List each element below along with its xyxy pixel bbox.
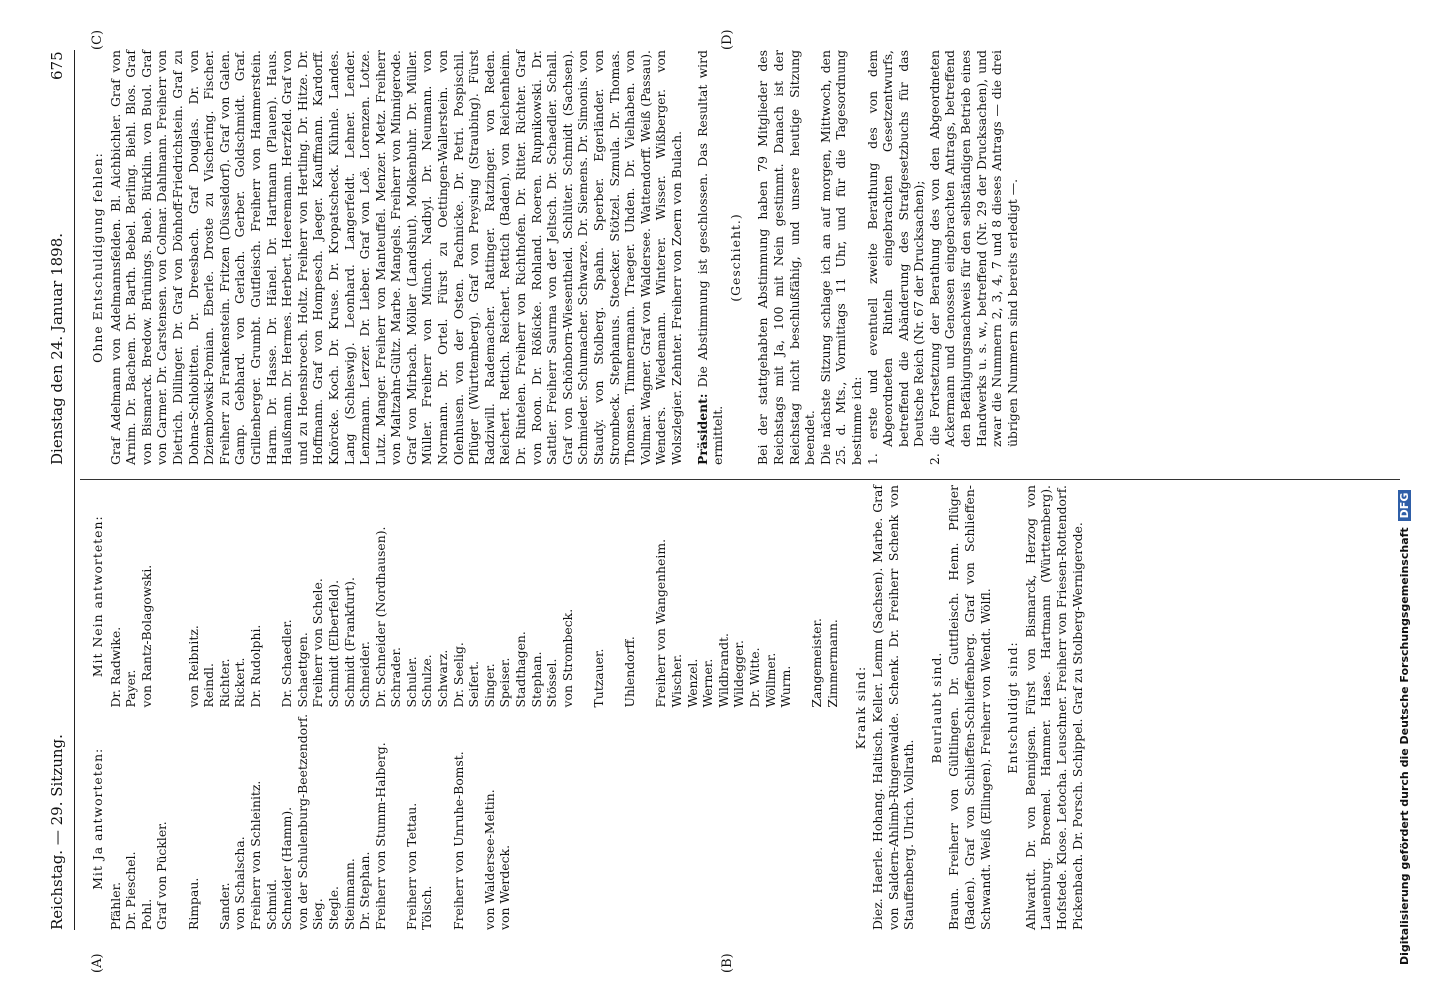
name-entry: Richter. [216, 658, 232, 708]
dfg-text: Digitalisierung gefördert durch die Deutsche Forschungsgemeinschaft [1398, 527, 1411, 965]
name-entry: von Werdeck. [497, 844, 513, 930]
name-entry: Wildbrandt. [715, 633, 731, 708]
name-entry: Dr. Schaedler. [279, 619, 295, 708]
name-entry: Freiherr von Stumm-Halberg. [372, 742, 388, 930]
name-entry: von der Schulenburg-Beetzendorf. [294, 713, 310, 930]
krank-text: Diez. Haerle. Hohang. Haltisch. Keller. Lemm (Sachsen). Marbe. Graf von Saldern-Ahlimb-Ringenwalde. Schenk. Dr. Freiherr Schenk von Stauffenberg. Ulrich. Vollrath. [870, 485, 917, 930]
name-entry: Dr. Seelig. [450, 642, 466, 708]
name-entry: Dr. Schneider (Nordhausen). [372, 526, 388, 708]
name-entry: Schmid. [263, 879, 279, 930]
name-entry: Seifert. [466, 660, 482, 708]
name-entry: von Schalscha. [232, 836, 248, 930]
name-entry: Wurm. [778, 665, 794, 708]
name-entry: Stephan. [528, 651, 544, 708]
entschuldigt-text: Ahlwardt. Dr. von Bennigsen. Fürst von Bismarck, Herzog von Lauenburg. Broemel. Hammer. Hase. Hartmann (Württemberg). Hofstede. Klose. Letocha. Leuschner. Freiherr von Friesen-Rottendorf. Pickenbach. Dr. Porsch. Schippel. Graf zu Stolberg-Wernigerode. [1022, 485, 1085, 930]
name-entry: von Strombeck. [559, 608, 575, 708]
president-label: Präsident: [694, 393, 710, 465]
name-entry: Tutzauer. [591, 648, 606, 708]
name-entry: Pohl. [138, 898, 154, 930]
name-entry: Dr. Rudolphi. [247, 624, 263, 708]
name-entry: Werner. [700, 658, 716, 708]
name-entry: Reindl. [201, 663, 217, 708]
name-entry: von Reibnitz. [185, 625, 201, 708]
right-column [88, 50, 1020, 465]
name-entry [201, 708, 217, 931]
name-entry [575, 485, 591, 708]
name-entry [154, 485, 170, 708]
name-entry [794, 485, 810, 708]
name-entry: Stegle. [325, 886, 341, 930]
name-entry: Dr. Witte. [746, 647, 762, 708]
name-entry [388, 708, 404, 931]
president-statement [695, 50, 726, 465]
name-entry [607, 485, 623, 708]
vote-lists [88, 485, 841, 930]
page-number: 675 [48, 51, 66, 80]
name-entry: Pfähler. [107, 881, 123, 930]
name-entry: Dr. Stephan. [357, 851, 373, 930]
name-entry: Schmidt (Elberfeld). [325, 579, 341, 708]
name-entry: Schwarz. [435, 649, 451, 708]
rotated-page [40, 25, 1420, 985]
name-entry: Freiherr von Wangenheim. [653, 538, 669, 708]
name-entry: Schaettgen. [294, 632, 310, 708]
name-entry: Steinmann. [341, 858, 357, 930]
name-entry: Schneider. [357, 641, 373, 708]
name-entry: von Rantz-Bolagowski. [138, 564, 154, 708]
name-entry: Speiser. [497, 657, 513, 708]
agenda-item-1: 1. erste und eventuell zweite Berathung des von dem Abgeordneten Rinteln eingebrachten Gesetzentwurfs, betreffend die Abänderung des Strafgesetzbuchs für das Deutsche Reich (Nr. 67 der Drucksachen); [864, 50, 927, 465]
name-entry: Dr. Pieschel. [123, 851, 139, 930]
name-entry: Schneider (Hamm). [279, 806, 295, 930]
name-entry: Wöllmer. [762, 652, 778, 708]
name-entry: Freiherr von Tettau. [403, 802, 419, 930]
fehlen-text: Graf Adelmann von Adelmannsfelden. Bl. Aichbichler. Graf von Arnim. Dr. Bachem. Dr. Barth. Bebel. Berling. Biehl. Blos. Graf von Bismarck. Bredow. Brünings. Bueb. Bürklin. von Buol. Graf von Carmer. Dr. Carstensen. von Colmar. Dahlmann. Freiherr von Dietrich. Dillinger. Dr. Graf von Dönhoff-Friedrichstein. Graf zu Dohna-Schlobitten. Dr. Dreesbach. Graf Douglas. Dr. von Dziembowski-Pomian. Eberle. Droste zu Vischering. Fischer. Freiherr zu Frankenstein. Fritzen (Düsseldorf). Graf von Galen. Gamp. Gebhard. von Gerlach. Gerber. Goldschmidt. Graf. Grillenberger. Grumbt. Gutfleisch. Freiherr von Hammerstein. Harm. Dr. Hasse. Dr. Hänel. Dr. Hartmann (Plauen). Haus. Haußmann. Dr. Hermes. Herbert. Heeremann. Herzfeld. Graf von und zu Hoensbroech. Holtz. Freiherr von Hertling. Dr. Hitze. Dr. Hoffmann. Graf von Hompesch. Jaeger. Kauffmann. Kardorff. Knörcke. Koch. Dr. Kruse. Dr. Kropatscheck. Kühnle. Landes. Lang (Schleswig). Leonhard. Langerfeldt. Lehner. Lender. Lenzmann. Lerzer. Dr. Lieber. Graf von Loë. Lorenzen. Lotze. Lutz. Manger. Freiherr von Manteuffel. Menzer. Metz. Freiherr von Maltzahn-Gültz. Marbe. Mangels. Freiherr von Minnigerode. Graf von Mirbach. Möller (Landshut). Molkenbuhr. Dr. Müller. Müller. Freiherr von Münch. Nadbyl. Dr. Neumann. von Normann. Dr. Ortel. Fürst zu Oettingen-Wallerstein. von Olenhusen. von der Osten. Pachnicke. Dr. Petri. Pospischil. Pflüger (Württemberg). Graf von Preysing (Straubing). Fürst Radziwill. Rademacher. Rattinger. Ratzinger. von Reden. Reichert. Rettich. Reichert. Rettich (Baden). von Reichenheim. Dr. Rintelen. Freiherr von Richthofen. Dr. Ritter. Richter. Graf von Roon. Dr. Rößicke. Rohland. Roeren. Rupnikowski. Dr. Sattler. Freiherr Saurma von der Jeltsch. Dr. Schaedler. Schall. Graf von Schönborn-Wiesentheid. Schlüter. Schmidt (Sachsen). Schmieder. Schumacher. Schwarze. Dr. Siemens. Dr. Simonis. von Staudy. von Stolberg. Spahn. Sperber. Egerländer. von Strombeck. Stephanus. Stoecker. Stötzel. Szmula. Dr. Thomas. Thomsen. Timmermann. Traeger. Uhden. Dr. Vielhaben. von Vollmar. Wagner. Graf von Waldersee. Wattendorff. Weiß (Passau). Wenders. Wiedemann. Winterer. Wisser. Wißberger. von Wolszlegier. Zehnter. Freiherr von Zoern von Bulach. [107, 50, 684, 465]
name-entry: Graf von Pückler. [154, 821, 170, 930]
nein-heading: Mit Nein antworteten: [90, 515, 105, 678]
name-entry: Singer. [481, 663, 497, 708]
beurlaubt-text: Braun. Freiherr von Gültlingen. Dr. Guttfleisch. Henn. Pflüger (Baden). Graf von Schlieffen-Schlieffenberg. Graf von Schlieffen-Schwandt. Weiß (Ellingen). Freiherr von Wendt. Wölfl. [946, 485, 993, 930]
name-entry: Schulze. [419, 654, 435, 708]
geschieht-note: (Geschieht.) [727, 213, 743, 302]
name-entry: Rimpau. [185, 877, 201, 930]
beurlaubt-heading: Beurlaubt sind. [928, 651, 944, 764]
name-entry: Schmidt (Frankfurt). [341, 577, 357, 708]
name-entry: Stadthagen. [513, 631, 529, 708]
name-entry: Zimmermann. [824, 619, 840, 708]
name-entry: Wildegger. [731, 640, 747, 708]
name-entry [435, 708, 451, 931]
ja-list [88, 708, 841, 931]
agenda-paragraph: Die nächste Sitzung schlage ich an auf morgen, Mittwoch, den 25. d. Mts., Vormittags 11 Uhr, und für die Tagesordnung bestimme ich: [817, 50, 864, 465]
name-entry: Sieg. [310, 898, 326, 930]
fehlen-heading: Ohne Entschuldigung fehlen: [90, 152, 105, 363]
name-entry: Freiherr von Unruhe-Bomst. [450, 751, 466, 930]
name-entry [466, 708, 482, 931]
name-entry: Schrader. [388, 647, 404, 708]
name-entry: Zangemeister. [809, 618, 825, 708]
margin-mark-d: (D) [720, 29, 735, 50]
result-paragraph: Bei der stattgehabten Abstimmung haben 79 Mitglieder des Reichstags mit Ja, 100 mit Nein gestimmt. Danach ist der Reichstag nicht beschlußfähig, und unsere heutige Sitzung beendet. [755, 50, 818, 465]
entschuldigt-heading: Entschuldigt sind: [1005, 641, 1021, 774]
name-entry: Uhlendorff. [622, 636, 638, 708]
name-entry: von Waldersee-Meltin. [481, 789, 497, 930]
name-entry [170, 708, 186, 931]
president-text: Die Abstimmung ist geschlossen. Das Resultat wird ermittelt. [694, 50, 726, 465]
header-rule [74, 50, 75, 930]
nein-list [88, 485, 841, 708]
name-entry: Dr. Radwike. [107, 626, 123, 708]
dfg-side-note [1398, 5, 1420, 965]
name-entry [170, 485, 186, 708]
name-entry: Payer. [123, 669, 139, 708]
name-entry: Sander. [216, 882, 232, 930]
name-entry [264, 485, 280, 708]
column-divider [80, 479, 1400, 480]
margin-mark-a: (A) [90, 953, 105, 973]
ja-heading: Mit Ja antworteten: [90, 747, 105, 890]
name-entry [638, 485, 654, 708]
agenda-item-2: 2. die Fortsetzung der Berathung des von den Abgeordneten Ackermann und Genossen eingebrachten Antrags, betreffend den Befähigungsnachweis für den selbständigen Betrieb eines Handwerks u. s. w., betreffend (Nr. 29 der Drucksachen), und zwar die Nummern 2, 3, 4, 7 und 8 dieses Antrags — die drei übrigen Nummern sind bereits erledigt —. [926, 50, 1020, 465]
name-entry: Schuler. [403, 656, 419, 708]
name-entry: Stössel. [544, 658, 560, 708]
left-column [88, 485, 1085, 930]
name-entry: Freiherr von Schleinitz. [247, 780, 263, 930]
margin-mark-b: (B) [720, 953, 735, 973]
nein-names [108, 485, 841, 708]
header-center: Dienstag den 24. Januar 1898. [48, 232, 66, 465]
name-entry: Tölsch. [419, 885, 435, 930]
name-entry: Freiherr von Schele. [310, 578, 326, 708]
dfg-logo: DFG [1398, 490, 1411, 522]
name-entry: Rickert. [232, 657, 248, 708]
name-entry: Wischer. [668, 653, 684, 708]
krank-heading: Krank sind: [852, 665, 868, 750]
ja-names [108, 708, 513, 931]
name-entry: Wenzel. [684, 658, 700, 708]
header-left: Reichstag. — 29. Sitzung. [48, 734, 66, 930]
margin-mark-c: (C) [90, 29, 105, 50]
